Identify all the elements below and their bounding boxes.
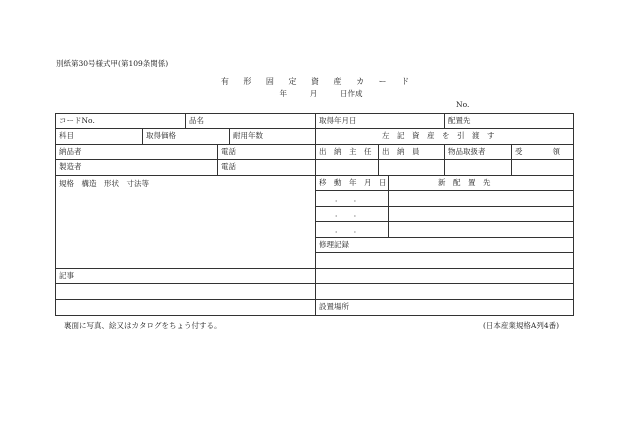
rule [217,144,218,175]
photo-note: 裏面に写真、絵又はカタログをちょう付する。 [64,321,222,330]
rule [573,113,574,315]
rule [315,252,574,253]
notes-label: 記事 [59,271,74,280]
rule [142,128,143,144]
acquired-date-label: 取得年月日 [319,116,357,125]
disbursement-clerk-label: 出 納 員 [382,147,420,156]
disbursement-chief-label: 出 納 主 任 [319,147,372,156]
paper-size-note: (日本産業規格A列4番) [483,321,560,330]
spec-label: 規格 構造 形状 寸法等 [59,179,149,188]
category-label: 科目 [59,131,74,140]
date-year: 年 [279,89,287,98]
manufacturer-label: 製造者 [59,162,82,171]
new-location-label: 新 配 置 先 [438,178,491,187]
rule [511,144,512,175]
rule [315,206,574,207]
rule [229,128,230,144]
move-date-3: ． ． [335,225,362,234]
manufacturer-phone-label: 電話 [221,162,236,171]
form-title: 有 形 固 定 資 産 カ ー ド [220,77,416,86]
date-month: 月 [309,89,318,98]
useful-life-label: 耐用年数 [233,131,263,140]
rule [315,237,574,238]
acquisition-price-label: 取得価格 [146,131,176,140]
move-date-2: ． ． [335,209,362,218]
card-number-label: No. [456,100,470,109]
rule [315,113,316,315]
rule [315,190,574,191]
code-no-label: コードNo. [59,116,95,125]
rule [378,144,379,175]
rule [55,315,574,316]
rule [315,221,574,222]
rule [444,144,445,175]
install-location-label: 設置場所 [319,302,349,311]
transfer-header: 左 記 資 産 を 引 渡 す [382,131,495,140]
date-created: 日作成 [340,89,363,98]
location-label: 配置先 [448,116,471,125]
form-id: 別紙第30号様式甲(第109条関係) [56,59,169,68]
move-date-1: ． ． [335,194,362,203]
item-name-label: 品名 [189,116,204,125]
move-date-label: 移 動 年 月 日 [319,178,387,187]
item-handler-label: 物品取扱者 [448,147,486,156]
rule [444,113,445,128]
rule [185,113,186,128]
repair-record-label: 修理記録 [319,240,349,249]
supplier-label: 納品者 [59,147,82,156]
receipt-label: 受 領 [515,147,560,156]
rule [388,175,389,237]
rule [55,113,56,315]
supplier-phone-label: 電話 [221,147,236,156]
